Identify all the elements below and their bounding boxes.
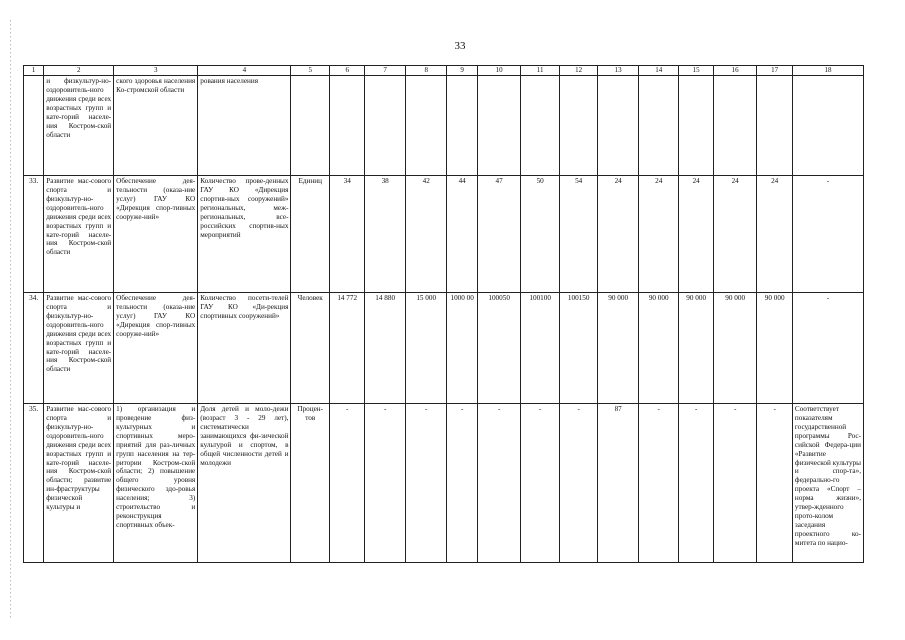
indicator-cell: Количество посети-телей ГАУ КО «Ди-рекция спортивных сооружений» <box>198 293 291 404</box>
value-cell <box>365 76 406 176</box>
row-number-cell <box>24 76 44 176</box>
task-cell: Обеспечение дея-тельности (оказа-ние услуг) ГАУ КО «Дирекция спор-тивных сооруже-ний» <box>114 176 198 293</box>
goal-cell: и физкультур-но-оздоровитель-ного движения среди всех возрастных групп и кате-горий населе-ния Костром-ской области <box>44 76 114 176</box>
value-cell: 1000 00 <box>447 293 477 404</box>
value-cell: 42 <box>405 176 447 293</box>
column-header: 14 <box>638 66 679 76</box>
value-cell: - <box>477 404 521 563</box>
value-cell: - <box>713 404 757 563</box>
value-cell <box>598 76 639 176</box>
column-header: 5 <box>291 66 330 76</box>
column-number-row <box>24 66 864 76</box>
page-number: 33 <box>454 40 466 52</box>
goal-cell: Развитие мас-сового спорта и физкультур-но-оздоровитель-ного движения среди всех возрастных групп и кате-горий населе-ния Костром-ской области <box>44 293 114 404</box>
value-cell: 38 <box>365 176 406 293</box>
value-cell: 14 772 <box>329 293 364 404</box>
value-cell: 100050 <box>477 293 521 404</box>
table-row <box>24 404 864 563</box>
unit-cell: Единиц <box>291 176 330 293</box>
column-header: 6 <box>329 66 364 76</box>
task-cell: 1) организация и проведение физ-культурных и спортивных меро-приятий для раз-личных групп населения на тер-ритории Костром-ской области; 2) повышение общего уровня физического здо-ровья населения; 3) строительство и реконструкция спортивных объек- <box>114 404 198 563</box>
value-cell: 100150 <box>559 293 598 404</box>
value-cell: 24 <box>679 176 713 293</box>
value-cell: - <box>559 404 598 563</box>
value-cell <box>559 76 598 176</box>
value-cell: - <box>405 404 447 563</box>
indicator-cell: Доля детей и моло-дежи (возраст 3 - 29 лет), систематически занимающихся фи-зической культурой и спортом, в общей численности детей и молодежи <box>198 404 291 563</box>
value-cell: 90 000 <box>638 293 679 404</box>
column-header: 9 <box>447 66 477 76</box>
goal-cell: Развитие мас-сового спорта и физкультур-но-оздоровитель-ного движения среди всех возрастных групп и кате-горий населе-ния Костром-ской области; развитие ин-фраструктуры физической культуры и <box>44 404 114 563</box>
value-cell: 24 <box>757 176 792 293</box>
value-cell <box>679 76 713 176</box>
table-row <box>24 76 864 176</box>
unit-cell <box>291 76 330 176</box>
task-cell: ского здоровья населения Ко-стромской области <box>114 76 198 176</box>
scan-margin-dots <box>10 20 11 620</box>
value-cell <box>405 76 447 176</box>
value-cell: 54 <box>559 176 598 293</box>
column-header: 11 <box>521 66 560 76</box>
value-cell: 90 000 <box>713 293 757 404</box>
note-cell: - <box>792 176 863 293</box>
value-cell: - <box>521 404 560 563</box>
column-header: 10 <box>477 66 521 76</box>
table-row <box>24 176 864 293</box>
value-cell: 14 880 <box>365 293 406 404</box>
indicator-cell: рования населения <box>198 76 291 176</box>
indicator-table <box>23 65 864 563</box>
value-cell: 100100 <box>521 293 560 404</box>
column-header: 16 <box>713 66 757 76</box>
value-cell: 34 <box>329 176 364 293</box>
value-cell: 50 <box>521 176 560 293</box>
value-cell <box>329 76 364 176</box>
value-cell: - <box>679 404 713 563</box>
column-header: 17 <box>757 66 792 76</box>
row-number-cell: 34. <box>24 293 44 404</box>
value-cell: 15 000 <box>405 293 447 404</box>
row-number-cell: 35. <box>24 404 44 563</box>
value-cell: - <box>329 404 364 563</box>
column-header: 2 <box>44 66 114 76</box>
column-header: 4 <box>198 66 291 76</box>
value-cell: - <box>365 404 406 563</box>
value-cell: 24 <box>638 176 679 293</box>
value-cell: 90 000 <box>598 293 639 404</box>
note-cell: - <box>792 293 863 404</box>
row-number-cell: 33. <box>24 176 44 293</box>
indicator-cell: Количество прове-денных ГАУ КО «Дирекция спортив-ных сооружений» региональных, меж-региональных, все-российских спортив-ных мероприятий <box>198 176 291 293</box>
column-header: 15 <box>679 66 713 76</box>
value-cell: 44 <box>447 176 477 293</box>
value-cell <box>521 76 560 176</box>
value-cell <box>713 76 757 176</box>
value-cell: 24 <box>713 176 757 293</box>
value-cell <box>477 76 521 176</box>
goal-cell: Развитие мас-сового спорта и физкультур-но-оздоровитель-ного движения среди всех возрастных групп и кате-горий населе-ния Костром-ской области <box>44 176 114 293</box>
unit-cell: Процен-тов <box>291 404 330 563</box>
column-header: 18 <box>792 66 863 76</box>
note-cell <box>792 76 863 176</box>
value-cell <box>757 76 792 176</box>
table-row <box>24 293 864 404</box>
value-cell: 90 000 <box>679 293 713 404</box>
column-header: 1 <box>24 66 44 76</box>
value-cell: 90 000 <box>757 293 792 404</box>
value-cell <box>447 76 477 176</box>
value-cell: 24 <box>598 176 639 293</box>
column-header: 13 <box>598 66 639 76</box>
value-cell: - <box>638 404 679 563</box>
column-header: 8 <box>405 66 447 76</box>
value-cell: 47 <box>477 176 521 293</box>
value-cell: - <box>447 404 477 563</box>
task-cell: Обеспечение дея-тельности (оказа-ние услуг) ГАУ КО «Дирекция спор-тивных сооруже-ний» <box>114 293 198 404</box>
column-header: 7 <box>365 66 406 76</box>
value-cell <box>638 76 679 176</box>
unit-cell: Человек <box>291 293 330 404</box>
column-header: 12 <box>559 66 598 76</box>
value-cell: - <box>757 404 792 563</box>
column-header: 3 <box>114 66 198 76</box>
note-cell: Соответствует показателям государственной программы Рос-сийской Федера-ции «Развитие физической культуры и спор-та», федерально-го проекта «Спорт – норма жизни», утвер-жденного прото-колом заседания проектного ко-митета по нацио- <box>792 404 863 563</box>
value-cell: 87 <box>598 404 639 563</box>
